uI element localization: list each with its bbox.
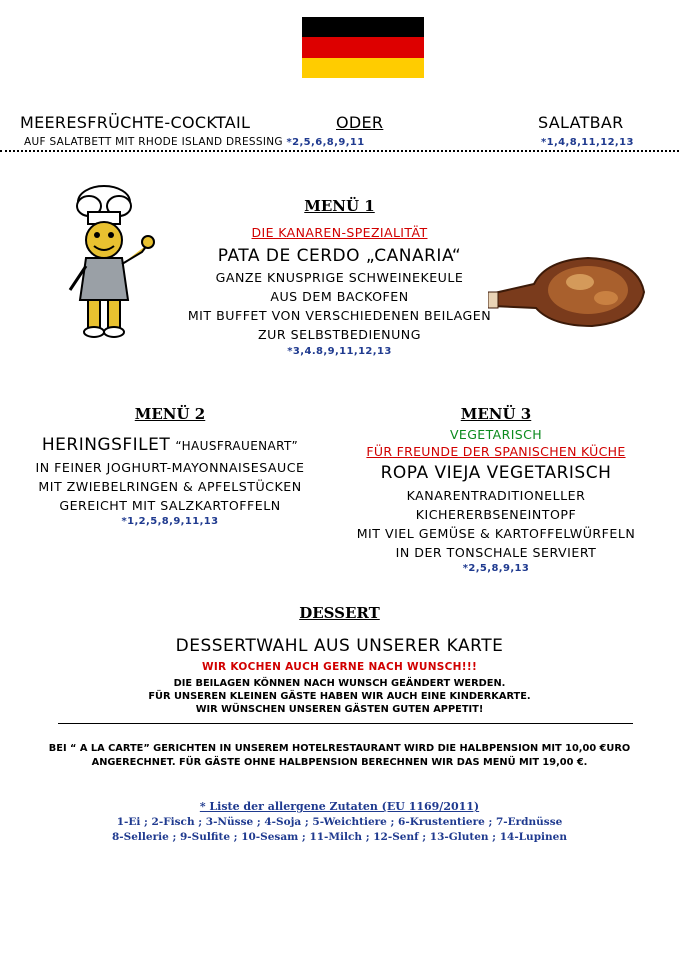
german-flag-icon	[302, 17, 424, 78]
menu2-line-1: IN FEINER JOGHURT-MAYONNAISESAUCE	[35, 460, 305, 475]
menu3-tag: VEGETARISCH	[449, 427, 543, 442]
menu3-line-3: MIT VIEL GEMÜSE & KARTOFFELWÜRFELN	[356, 526, 636, 541]
menu3-line-2: KICHERERBSENEINTOPF	[415, 507, 577, 522]
menu1-allergens: *3,4.8,9,11,12,13	[287, 346, 392, 357]
allergen-legend-line-1: 1-Ei ; 2-Fisch ; 3-Nüsse ; 4-Soja ; 5-Weichtiere ; 6-Krustentiere ; 7-Erdnüsse	[116, 816, 563, 828]
dessert-note-2: FÜR UNSEREN KLEINEN GÄSTE HABEN WIR AUCH EINE KINDERKARTE.	[148, 691, 531, 702]
starter-left-description: AUF SALATBETT MIT RHODE ISLAND DRESSING	[24, 136, 283, 148]
dessert-note-3: WIR WÜNSCHEN UNSEREN GÄSTEN GUTEN APPETIT!	[195, 704, 484, 715]
starter-right-title: SALATBAR	[538, 113, 624, 132]
menu2-dish: HERINGSFILET	[41, 435, 171, 455]
or-label: ODER	[336, 113, 384, 132]
menu3-allergens: *2,5,8,9,13	[462, 563, 530, 574]
dessert-tag: WIR KOCHEN AUCH GERNE NACH WUNSCH!!!	[201, 661, 478, 673]
dessert-note-1: DIE BEILAGEN KÖNNEN NACH WUNSCH GEÄNDERT WERDEN.	[173, 678, 506, 689]
menu2-section	[0, 405, 340, 527]
starter-left-title: MEERESFRÜCHTE-COCKTAIL	[20, 113, 251, 132]
starter-right-allergens: *1,4,8,11,12,13	[541, 137, 634, 148]
allergen-legend-title: * Liste der allergene Zutaten (EU 1169/2011)	[199, 800, 480, 813]
menu1-tag: DIE KANAREN-SPEZIALITÄT	[251, 225, 428, 240]
menu1-line-2: AUS DEM BACKOFEN	[270, 289, 409, 304]
menu3-tag2: FÜR FREUNDE DER SPANISCHEN KÜCHE	[366, 444, 626, 459]
starter-left-allergens: *2,5,6,8,9,11	[286, 137, 365, 148]
menu3-title: MENÜ 3	[460, 405, 532, 423]
menu1-line-1: GANZE KNUSPRIGE SCHWEINEKEULE	[215, 270, 464, 285]
menu1-dish: PATA DE CERDO „CANARIA“	[217, 246, 462, 266]
allergen-legend-line-2: 8-Sellerie ; 9-Sulfite ; 10-Sesam ; 11-Milch ; 12-Senf ; 13-Gluten ; 14-Lupinen	[112, 831, 567, 843]
menu3-line-4: IN DER TONSCHALE SERVIERT	[395, 545, 597, 560]
menu2-title: MENÜ 2	[134, 405, 206, 423]
menu1-line-4: ZUR SELBSTBEDIENUNG	[258, 327, 421, 342]
menu2-dish-suffix: “HAUSFRAUENART”	[175, 439, 299, 453]
menu3-dish: ROPA VIEJA VEGETARISCH	[380, 463, 612, 483]
menu2-dish-line	[0, 435, 340, 455]
dotted-divider	[0, 150, 679, 152]
dessert-dish: DESSERTWAHL AUS UNSERER KARTE	[175, 636, 504, 656]
menu3-line-1: KANARENTRADITIONELLER	[406, 488, 586, 503]
horizontal-divider	[58, 723, 633, 724]
pricing-line-2: ANGERECHNET. FÜR GÄSTE OHNE HALBPENSION BERECHNEN WIR DAS MENÜ MIT 19,00 €.	[91, 757, 588, 768]
menu2-line-3: GEREICHT MIT SALZKARTOFFELN	[59, 498, 281, 513]
menu2-line-2: MIT ZWIEBELRINGEN & APFELSTÜCKEN	[38, 479, 302, 494]
dessert-title: DESSERT	[299, 604, 380, 622]
menu2-allergens: *1,2,5,8,9,11,13	[121, 516, 219, 527]
menu3-section	[326, 405, 666, 574]
menu1-line-3: MIT BUFFET VON VERSCHIEDENEN BEILAGEN	[187, 308, 492, 323]
menu1-title: MENÜ 1	[304, 197, 375, 215]
pricing-line-1: BEI “ A LA CARTE” GERICHTEN IN UNSEREM HOTELRESTAURANT WIRD DIE HALBPENSION MIT 10,00 €URO	[48, 743, 631, 754]
starter-left-subtitle	[24, 136, 365, 148]
